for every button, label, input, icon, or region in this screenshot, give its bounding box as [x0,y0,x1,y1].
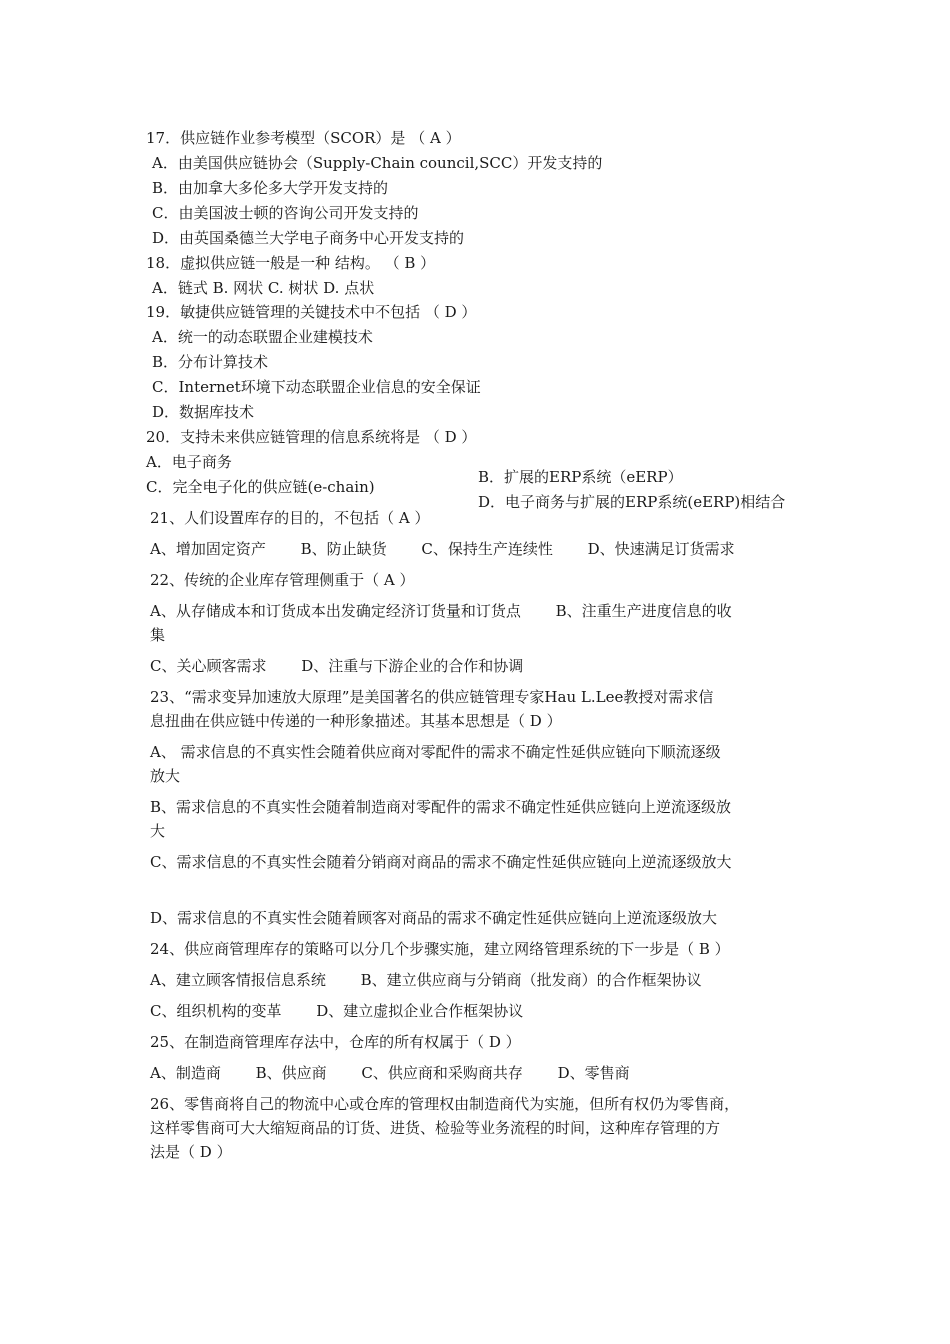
option-19-d: D．数据库技术 [152,403,255,421]
option-20-c: C．完全电子化的供应链(e-chain) [146,478,375,496]
question-22: 22、传统的企业库存管理侧重于（ A ） [150,571,415,589]
options-21: A、增加固定资产 B、防止缺货 C、保持生产连续性 D、快速满足订货需求 [150,540,735,558]
option-19-a: A．统一的动态联盟企业建模技术 [152,328,373,346]
question-24: 24、供应商管理库存的策略可以分几个步骤实施，建立网络管理系统的下一步是（ B ） [150,940,730,958]
option-17-b: B．由加拿大多伦多大学开发支持的 [152,179,389,197]
option-20-a: A．电子商务 [146,453,232,471]
options-22-line2: 集 [150,626,166,644]
options-22-line1: A、从存储成本和订货成本出发确定经济订货量和订货点 B、注重生产进度信息的收 [150,602,732,620]
question-20: 20．支持未来供应链管理的信息系统将是 （ D ） [146,428,477,446]
option-19-c: C．Internet环境下动态联盟企业信息的安全保证 [152,378,481,396]
question-26-line2: 这样零售商可大大缩短商品的订货、进货、检验等业务流程的时间，这种库存管理的方 [150,1119,721,1137]
options-25: A、制造商 B、供应商 C、供应商和采购商共存 D、零售商 [150,1064,630,1082]
option-23-a-line1: A、 需求信息的不真实性会随着供应商对零配件的需求不确定性延供应链向下顺流逐级 [150,743,721,761]
question-26-line1: 26、零售商将自己的物流中心或仓库的管理权由制造商代为实施，但所有权仍为零售商， [150,1095,740,1113]
question-21: 21、人们设置库存的目的，不包括（ A ） [150,509,430,527]
option-17-c: C．由美国波士顿的咨询公司开发支持的 [152,204,419,222]
question-23-line1: 23、“需求变异加速放大原理”是美国著名的供应链管理专家Hau L.Lee教授对需求信 [150,688,714,706]
question-19: 19．敏捷供应链管理的关键技术中不包括 （ D ） [146,303,477,321]
option-17-a: A．由美国供应链协会（Supply-Chain council,SCC）开发支持的 [152,154,603,172]
option-23-c: C、需求信息的不真实性会随着分销商对商品的需求不确定性延供应链向上逆流逐级放大 [150,853,732,871]
question-18: 18．虚拟供应链一般是一种 结构。 （ B ） [146,254,436,272]
question-23-line2: 息扭曲在供应链中传递的一种形象描述。其基本思想是（ D ） [150,712,562,730]
option-23-d: D、需求信息的不真实性会随着顾客对商品的需求不确定性延供应链向上逆流逐级放大 [150,909,718,927]
question-26-line3: 法是（ D ） [150,1143,232,1161]
question-17: 17．供应链作业参考模型（SCOR）是 （ A ） [146,129,461,147]
question-25: 25、在制造商管理库存法中，仓库的所有权属于（ D ） [150,1033,521,1051]
options-24-line2: C、组织机构的变革 D、建立虚拟企业合作框架协议 [150,1002,524,1020]
option-23-b-line2: 大 [150,822,166,840]
option-23-b-line1: B、需求信息的不真实性会随着制造商对零配件的需求不确定性延供应链向上逆流逐级放 [150,798,732,816]
option-20-d: D．电子商务与扩展的ERP系统(eERP)相结合 [478,493,786,511]
options-22-line3: C、关心顾客需求 D、注重与下游企业的合作和协调 [150,657,524,675]
option-23-a-line2: 放大 [150,767,181,785]
option-17-d: D．由英国桑德兰大学电子商务中心开发支持的 [152,229,465,247]
options-18: A．链式 B. 网状 C. 树状 D. 点状 [152,279,375,297]
option-20-b: B．扩展的ERP系统（eERP） [478,468,683,486]
options-24-line1: A、建立顾客情报信息系统 B、建立供应商与分销商（批发商）的合作框架协议 [150,971,702,989]
option-19-b: B．分布计算技术 [152,353,269,371]
